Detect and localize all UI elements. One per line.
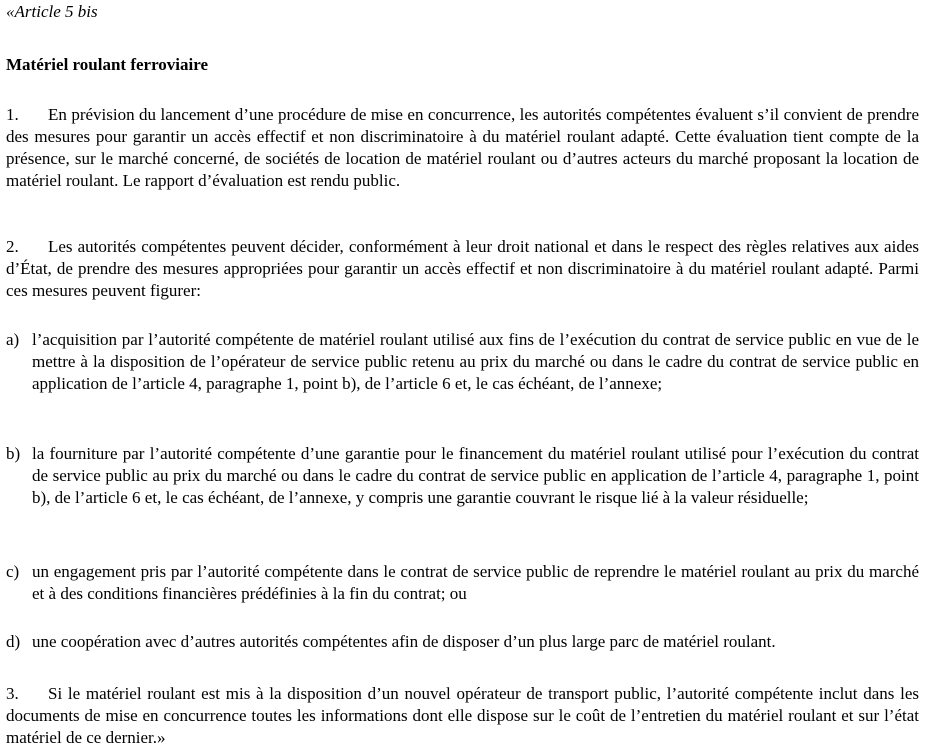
measure-label: b)	[6, 444, 21, 463]
measure-item-c	[6, 561, 919, 605]
paragraph-3-number: 3.	[6, 684, 19, 703]
measure-item-d	[6, 631, 919, 653]
paragraph-2-text: Les autorités compétentes peuvent décider, conformément à leur droit national et dans le respect des règles relatives aux aides d’État, de prendre des mesures appropriées pour garantir un accès effectif et non discriminatoire à du matériel roulant adapté. Parmi ces mesures peuvent figurer:	[6, 237, 919, 300]
measure-label: d)	[6, 632, 21, 651]
paragraph-3	[6, 683, 919, 749]
article-heading: «Article 5 bis	[6, 2, 98, 21]
measure-text: une coopération avec d’autres autorités compétentes afin de disposer d’un plus large parc de matériel roulant.	[32, 632, 776, 651]
measure-item-b	[6, 443, 919, 509]
paragraph-2	[6, 236, 919, 302]
measure-label: a)	[6, 330, 20, 349]
measure-label: c)	[6, 562, 20, 581]
paragraph-2-number: 2.	[6, 237, 19, 256]
paragraph-3-text: Si le matériel roulant est mis à la disposition d’un nouvel opérateur de transport public, l’autorité compétente inclut dans les documents de mise en concurrence toutes les informations dont elle dispose sur le coût de l’entretien du matériel roulant et sur l’état matériel de ce dernier.»	[6, 684, 919, 747]
measure-text: un engagement pris par l’autorité compétente dans le contrat de service public de reprendre le matériel roulant au prix du marché et à des conditions financières prédéfinies à la fin du contrat; ou	[32, 562, 919, 603]
paragraph-1-text: En prévision du lancement d’une procédure de mise en concurrence, les autorités compétentes évaluent s’il convient de prendre des mesures pour garantir un accès effectif et non discriminatoire à du matériel roulant adapté. Cette évaluation tient compte de la présence, sur le marché concerné, de sociétés de location de matériel roulant ou d’autres acteurs du marché proposant la location de matériel roulant. Le rapport d’évaluation est rendu public.	[6, 105, 919, 190]
article-title: Matériel roulant ferroviaire	[6, 55, 209, 74]
measure-item-a	[6, 329, 919, 395]
paragraph-1	[6, 104, 919, 192]
measure-text: l’acquisition par l’autorité compétente de matériel roulant utilisé aux fins de l’exécution du contrat de service public en vue de le mettre à la disposition de l’opérateur de service public retenu au prix du marché ou dans le cadre du contrat de service public en application de l’article 4, paragraphe 1, point b), de l’article 6 et, le cas échéant, de l’annexe;	[32, 330, 919, 393]
paragraph-1-number: 1.	[6, 105, 19, 124]
measure-text: la fourniture par l’autorité compétente d’une garantie pour le financement du matériel roulant utilisé pour l’exécution du contrat de service public au prix du marché ou dans le cadre du contrat de service public en application de l’article 4, paragraphe 1, point b), de l’article 6 et, le cas échéant, de l’annexe, y compris une garantie couvrant le risque lié à la valeur résiduelle;	[32, 444, 919, 507]
